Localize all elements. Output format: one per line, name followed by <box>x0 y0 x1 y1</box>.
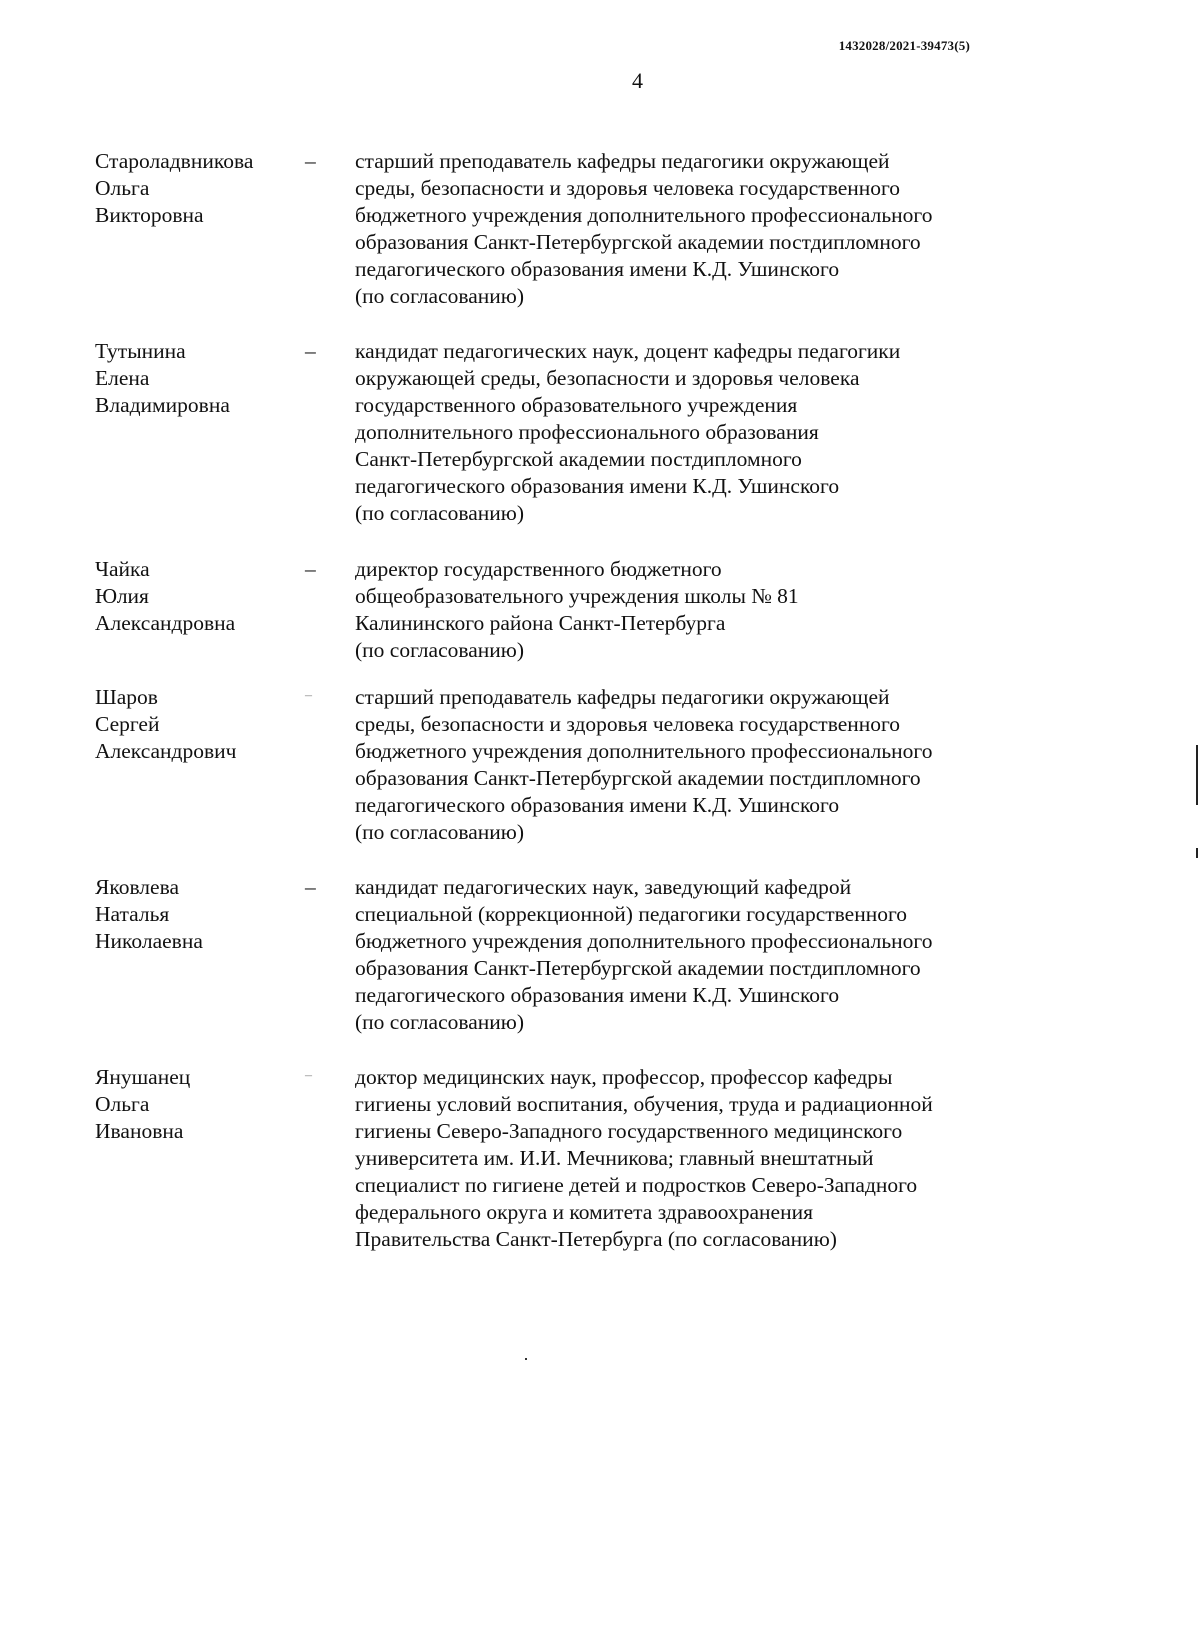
position-line: государственного образовательного учреждения <box>355 393 798 417</box>
separator-dash: – <box>305 875 316 899</box>
position-line: образования Санкт-Петербургской академии постдипломного <box>355 230 921 254</box>
position-line: педагогического образования имени К.Д. Ушинского <box>355 793 840 817</box>
position-line: окружающей среды, безопасности и здоровья человека <box>355 366 860 390</box>
position-line: старший преподаватель кафедры педагогики окружающей <box>355 149 890 173</box>
separator-dash: – <box>305 149 316 173</box>
position-line: среды, безопасности и здоровья человека государственного <box>355 712 901 736</box>
position-line: общеобразовательного учреждения школы № 81 <box>355 584 799 608</box>
position-line: (по согласованию) <box>355 820 525 844</box>
position-line: (по согласованию) <box>355 1010 525 1034</box>
position-line: педагогического образования имени К.Д. Ушинского <box>355 983 840 1007</box>
position-line: доктор медицинских наук, профессор, профессор кафедры <box>355 1065 893 1089</box>
position-line: среды, безопасности и здоровья человека государственного <box>355 176 901 200</box>
member-first-name: Юлия <box>95 584 149 608</box>
member-surname: Тутынина <box>95 339 186 363</box>
position-line: Калининского района Санкт-Петербурга <box>355 611 726 635</box>
position-line: гигиены условий воспитания, обучения, труда и радиационной <box>355 1092 933 1116</box>
member-patronymic: Владимировна <box>95 393 230 417</box>
member-name <box>95 1064 295 1145</box>
member-patronymic: Александровна <box>95 611 236 635</box>
member-position <box>355 556 1015 664</box>
position-line: университета им. И.И. Мечникова; главный внештатный <box>355 1146 874 1170</box>
member-name <box>95 874 295 955</box>
member-first-name: Сергей <box>95 712 160 736</box>
document-registration-number: 1432028/2021-39473(5) <box>838 38 970 53</box>
position-line: директор государственного бюджетного <box>355 557 722 581</box>
position-line: образования Санкт-Петербургской академии постдипломного <box>355 956 921 980</box>
position-line: педагогического образования имени К.Д. Ушинского <box>355 257 840 281</box>
member-position <box>355 1064 1015 1253</box>
member-first-name: Елена <box>95 366 150 390</box>
position-line: федерального округа и комитета здравоохранения <box>355 1200 813 1224</box>
member-patronymic: Викторовна <box>95 203 204 227</box>
member-position <box>355 338 1015 527</box>
position-line: образования Санкт-Петербургской академии постдипломного <box>355 766 921 790</box>
page-number: 4 <box>632 68 643 93</box>
member-surname: Шаров <box>95 685 158 709</box>
member-position <box>355 684 1015 846</box>
position-line: бюджетного учреждения дополнительного профессионального <box>355 739 933 763</box>
member-patronymic: Александрович <box>95 739 237 763</box>
position-line: педагогического образования имени К.Д. Ушинского <box>355 474 840 498</box>
member-position <box>355 148 1015 310</box>
member-surname: Чайка <box>95 557 150 581</box>
position-line: кандидат педагогических наук, заведующий кафедрой <box>355 875 852 899</box>
position-line: (по согласованию) <box>355 284 525 308</box>
member-first-name: Наталья <box>95 902 170 926</box>
member-name <box>95 338 295 419</box>
member-surname: Янушанец <box>95 1065 191 1089</box>
member-name <box>95 148 295 229</box>
member-name <box>95 556 295 637</box>
separator-dash: – <box>305 339 316 363</box>
scan-artifact-edge-mark <box>1196 745 1198 805</box>
position-line: гигиены Северо-Западного государственного медицинского <box>355 1119 903 1143</box>
position-line: (по согласованию) <box>355 501 525 525</box>
position-line: специалист по гигиене детей и подростков Северо-Западного <box>355 1173 918 1197</box>
separator-dash: – <box>305 688 312 703</box>
position-line: бюджетного учреждения дополнительного профессионального <box>355 203 933 227</box>
position-line: старший преподаватель кафедры педагогики окружающей <box>355 685 890 709</box>
member-position <box>355 874 1015 1036</box>
member-first-name: Ольга <box>95 176 150 200</box>
scan-artifact-dot <box>525 1358 527 1360</box>
separator-dash: – <box>305 557 316 581</box>
member-name <box>95 684 295 765</box>
member-patronymic: Николаевна <box>95 929 203 953</box>
member-first-name: Ольга <box>95 1092 150 1116</box>
position-line: Санкт-Петербургской академии постдипломного <box>355 447 802 471</box>
position-line: специальной (коррекционной) педагогики государственного <box>355 902 908 926</box>
separator-dash: – <box>305 1068 312 1083</box>
member-patronymic: Ивановна <box>95 1119 184 1143</box>
position-line: дополнительного профессионального образования <box>355 420 819 444</box>
member-surname: Яковлева <box>95 875 179 899</box>
position-line: (по согласованию) <box>355 638 525 662</box>
position-line: бюджетного учреждения дополнительного профессионального <box>355 929 933 953</box>
position-line: Правительства Санкт-Петербурга (по согласованию) <box>355 1227 837 1251</box>
scan-artifact-edge-mark <box>1196 848 1198 858</box>
position-line: кандидат педагогических наук, доцент кафедры педагогики <box>355 339 901 363</box>
member-surname: Староладвникова <box>95 149 254 173</box>
